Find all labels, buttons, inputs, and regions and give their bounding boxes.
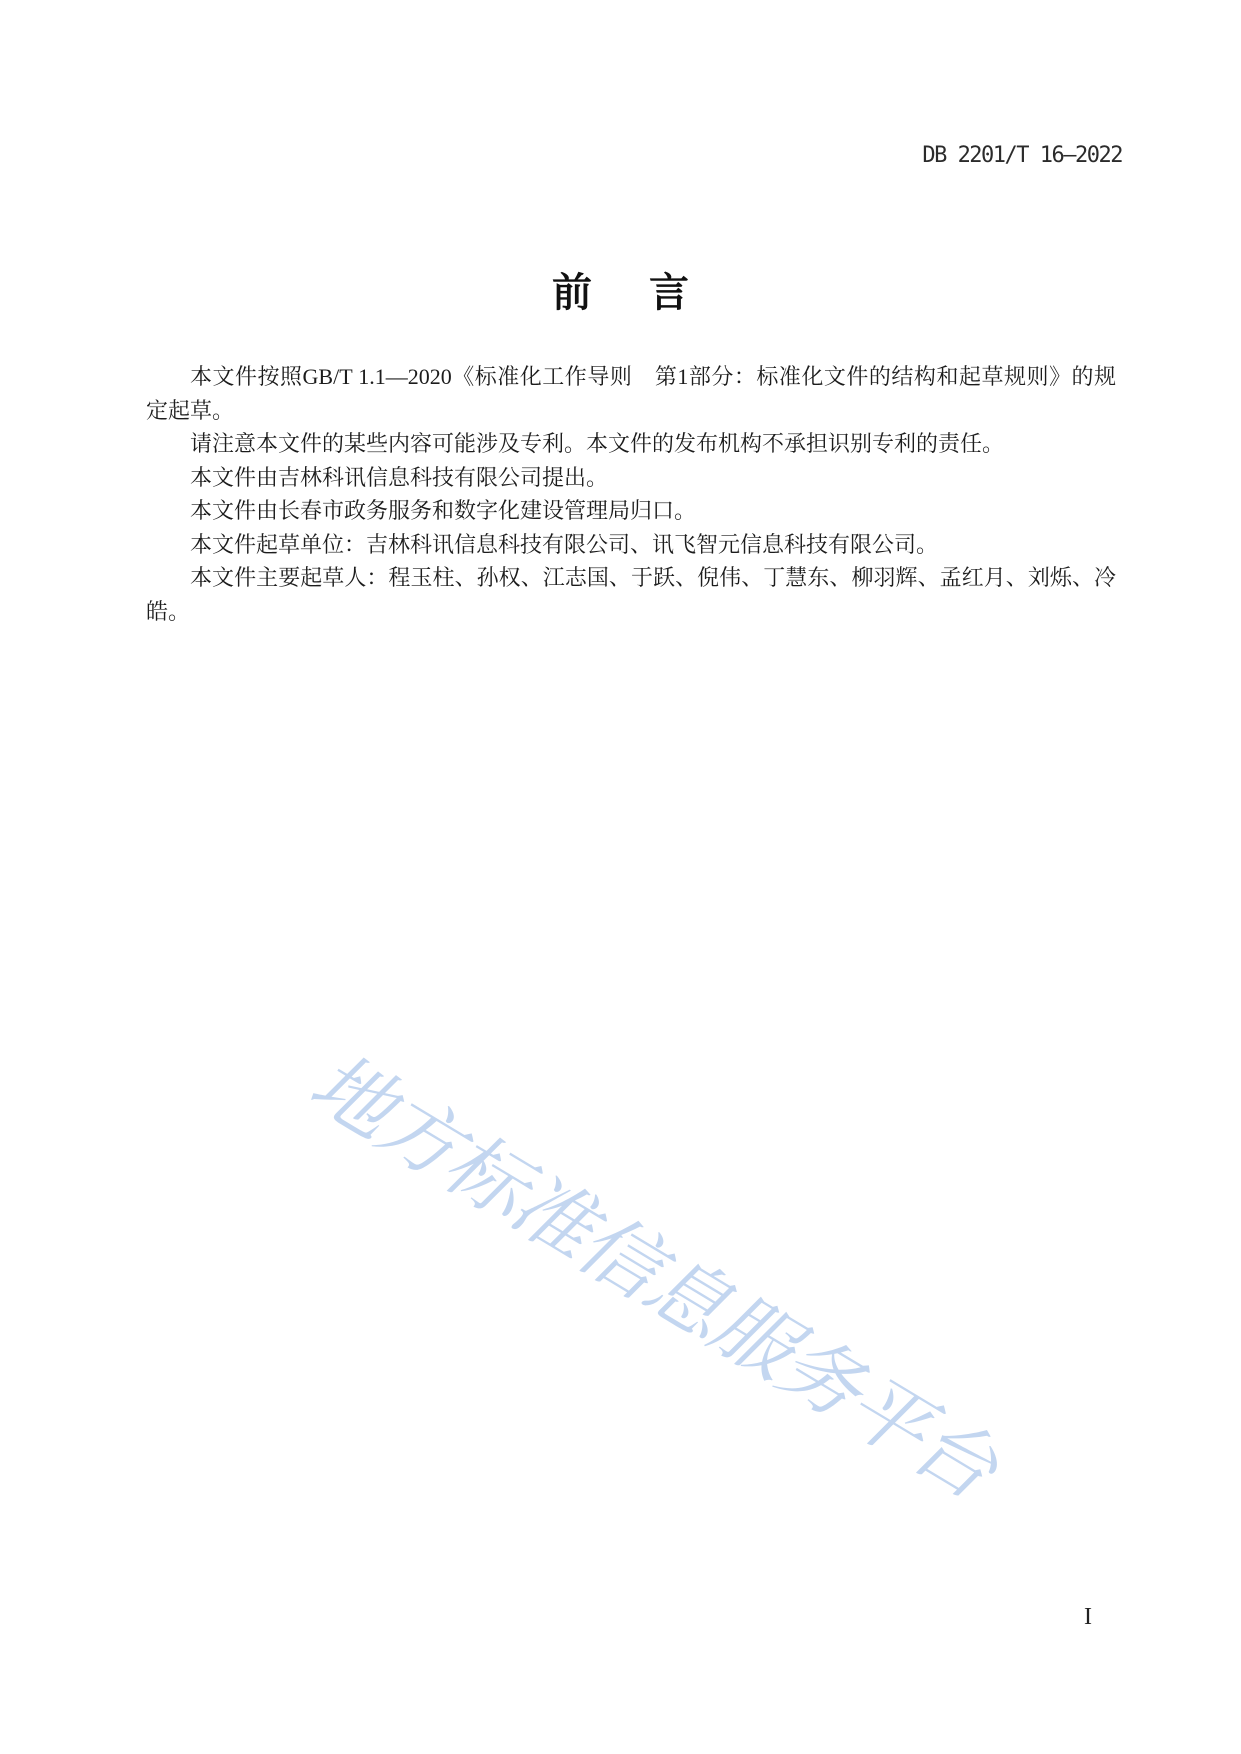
page-number: I [1084,1604,1092,1630]
foreword-paragraph: 本文件由吉林科讯信息科技有限公司提出。 [190,464,609,490]
foreword-paragraph: 本文件按照GB/T 1.1—2020《标准化工作导则 第1部分：标准化文件的结构和起草规则》的规定起草。 [146,364,1116,423]
foreword-section [146,360,1116,628]
foreword-paragraph: 请注意本文件的某些内容可能涉及专利。本文件的发布机构不承担识别专利的责任。 [190,431,1005,456]
foreword-paragraph: 本文件起草单位：吉林科讯信息科技有限公司、讯飞智元信息科技有限公司。 [190,531,939,557]
page-title: 前 言 [551,271,690,315]
diagonal-watermark: 地方标准信息服务平台 [295,1038,1010,1516]
foreword-paragraph: 本文件由长春市政务服务和数字化建设管理局归口。 [190,498,697,523]
standard-number-header: DB 2201/T 16—2022 [922,143,1122,168]
foreword-paragraph: 本文件主要起草人：程玉柱、孙权、江志国、于跃、倪伟、丁慧东、柳羽辉、孟红月、刘烁、冷皓。 [146,565,1116,624]
